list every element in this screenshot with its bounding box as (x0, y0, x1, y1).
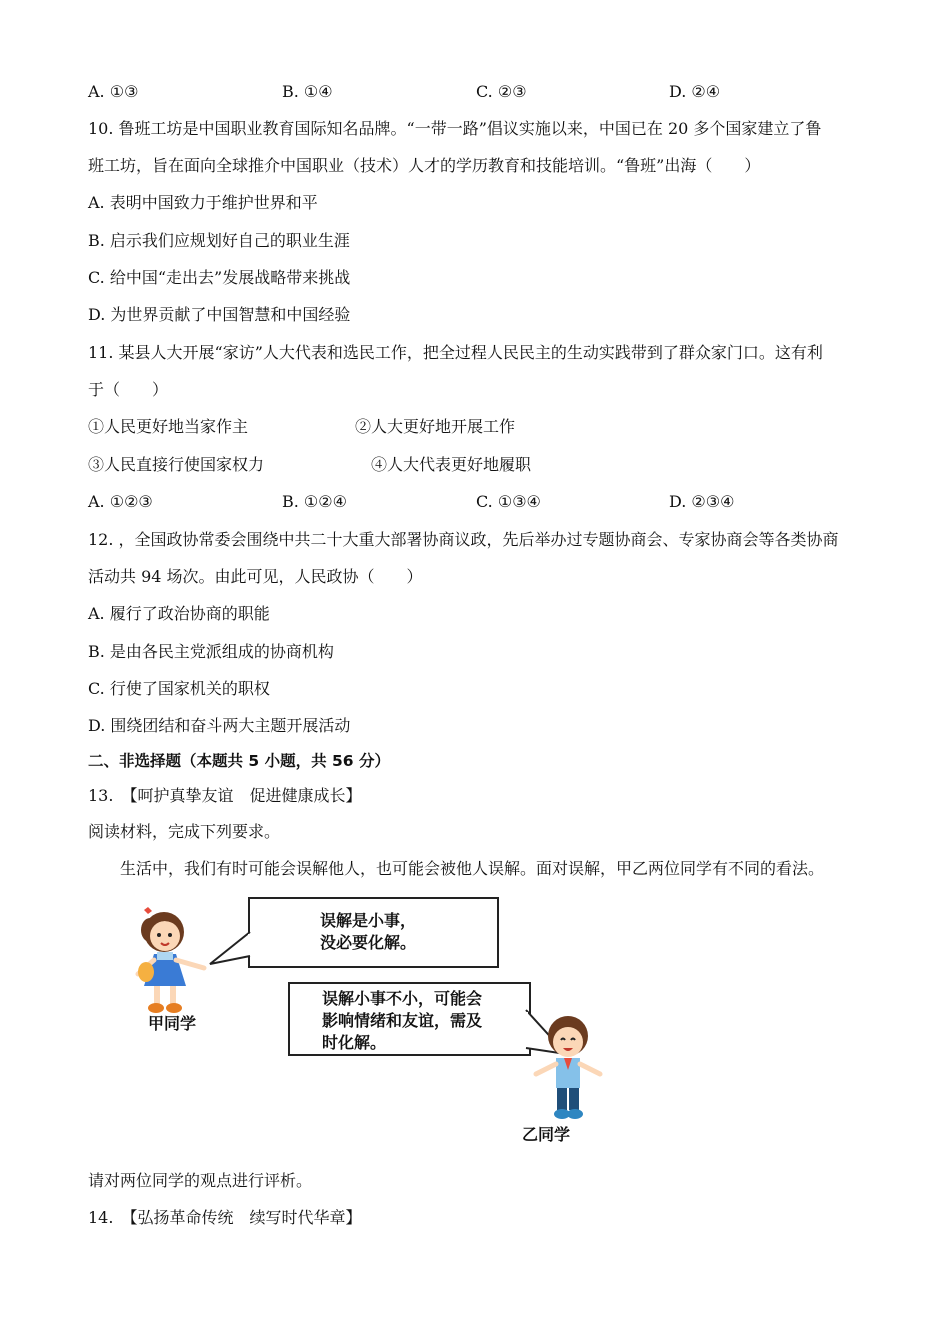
q11-stem-line1: 11. 某县人大开展“家访”人大代表和选民工作，把全过程人民民主的生动实践带到了群众家门口。这有利 (88, 343, 823, 362)
q12-stem-line1: 12. ，全国政协常委会围绕中共二十大重大部署协商议政，先后举办过专题协商会、专家协商会等各类协商 (88, 530, 839, 549)
bubble-b-line1: 误解小事不小，可能会 (322, 989, 483, 1008)
q12-option-c: C. 行使了国家机关的职权 (88, 679, 270, 698)
q12-option-b: B. 是由各民主党派组成的协商机构 (88, 642, 334, 661)
girl-icon (124, 902, 214, 1020)
bubble-a-line2: 没必要化解。 (320, 933, 417, 952)
q12-stem-line2: 活动共 94 场次。由此可见，人民政协（ ） (88, 567, 423, 586)
q12-option-d: D. 围绕团结和奋斗两大主题开展活动 (88, 716, 351, 735)
q14-title: 14. 【弘扬革命传统 续写时代华章】 (88, 1208, 362, 1227)
bubble-b-line3: 时化解。 (322, 1033, 387, 1052)
q11-option-a: A. ①②③ (88, 492, 153, 511)
bubble-a-line1: 误解是小事， (320, 911, 417, 930)
q11-option-c: C. ①③④ (476, 492, 541, 511)
q10-option-c: C. 给中国“走出去”发展战略带来挑战 (88, 268, 351, 287)
q9-option-c: C. ②③ (476, 82, 527, 101)
q9-option-a: A. ①③ (88, 82, 139, 101)
caption-b: 乙同学 (522, 1125, 571, 1144)
q11-stem-line2: 于（ ） (88, 380, 169, 399)
bubble-b-line2: 影响情绪和友谊，需及 (322, 1011, 483, 1030)
q9-option-b: B. ①④ (282, 82, 333, 101)
q10-option-a: A. 表明中国致力于维护世界和平 (88, 193, 318, 212)
q13-title: 13. 【呵护真挚友谊 促进健康成长】 (88, 786, 362, 805)
caption-a: 甲同学 (148, 1014, 197, 1033)
q11-item-3: ③人民直接行使国家权力 (88, 455, 265, 474)
q12-option-a: A. 履行了政治协商的职能 (88, 604, 270, 623)
bubble-a-tail (208, 930, 254, 968)
q9-option-d: D. ②④ (669, 82, 721, 101)
q11-item-4: ④人大代表更好地履职 (371, 455, 532, 474)
boy-icon (528, 1012, 608, 1128)
q13-instruction: 阅读材料，完成下列要求。 (88, 822, 281, 841)
q13-material: 生活中，我们有时可能会误解他人，也可能会被他人误解。面对误解，甲乙两位同学有不同的看法。 (120, 859, 825, 878)
dialogue-illustration (110, 890, 630, 1150)
q13-question: 请对两位同学的观点进行评析。 (88, 1171, 313, 1190)
section-title: 二、非选择题（本题共 5 小题，共 56 分） (88, 752, 390, 770)
q10-option-d: D. 为世界贡献了中国智慧和中国经验 (88, 305, 351, 324)
q10-option-b: B. 启示我们应规划好自己的职业生涯 (88, 231, 350, 250)
q11-item-2: ②人大更好地开展工作 (355, 417, 516, 436)
q10-stem-line2: 班工坊，旨在面向全球推介中国职业（技术）人才的学历教育和技能培训。“鲁班”出海（ ） (88, 156, 761, 175)
q10-stem-line1: 10. 鲁班工坊是中国职业教育国际知名品牌。“一带一路”倡议实施以来，中国已在 20 多个国家建立了鲁 (88, 119, 822, 138)
q11-option-b: B. ①②④ (282, 492, 347, 511)
q11-option-d: D. ②③④ (669, 492, 735, 511)
q11-item-1: ①人民更好地当家作主 (88, 417, 249, 436)
